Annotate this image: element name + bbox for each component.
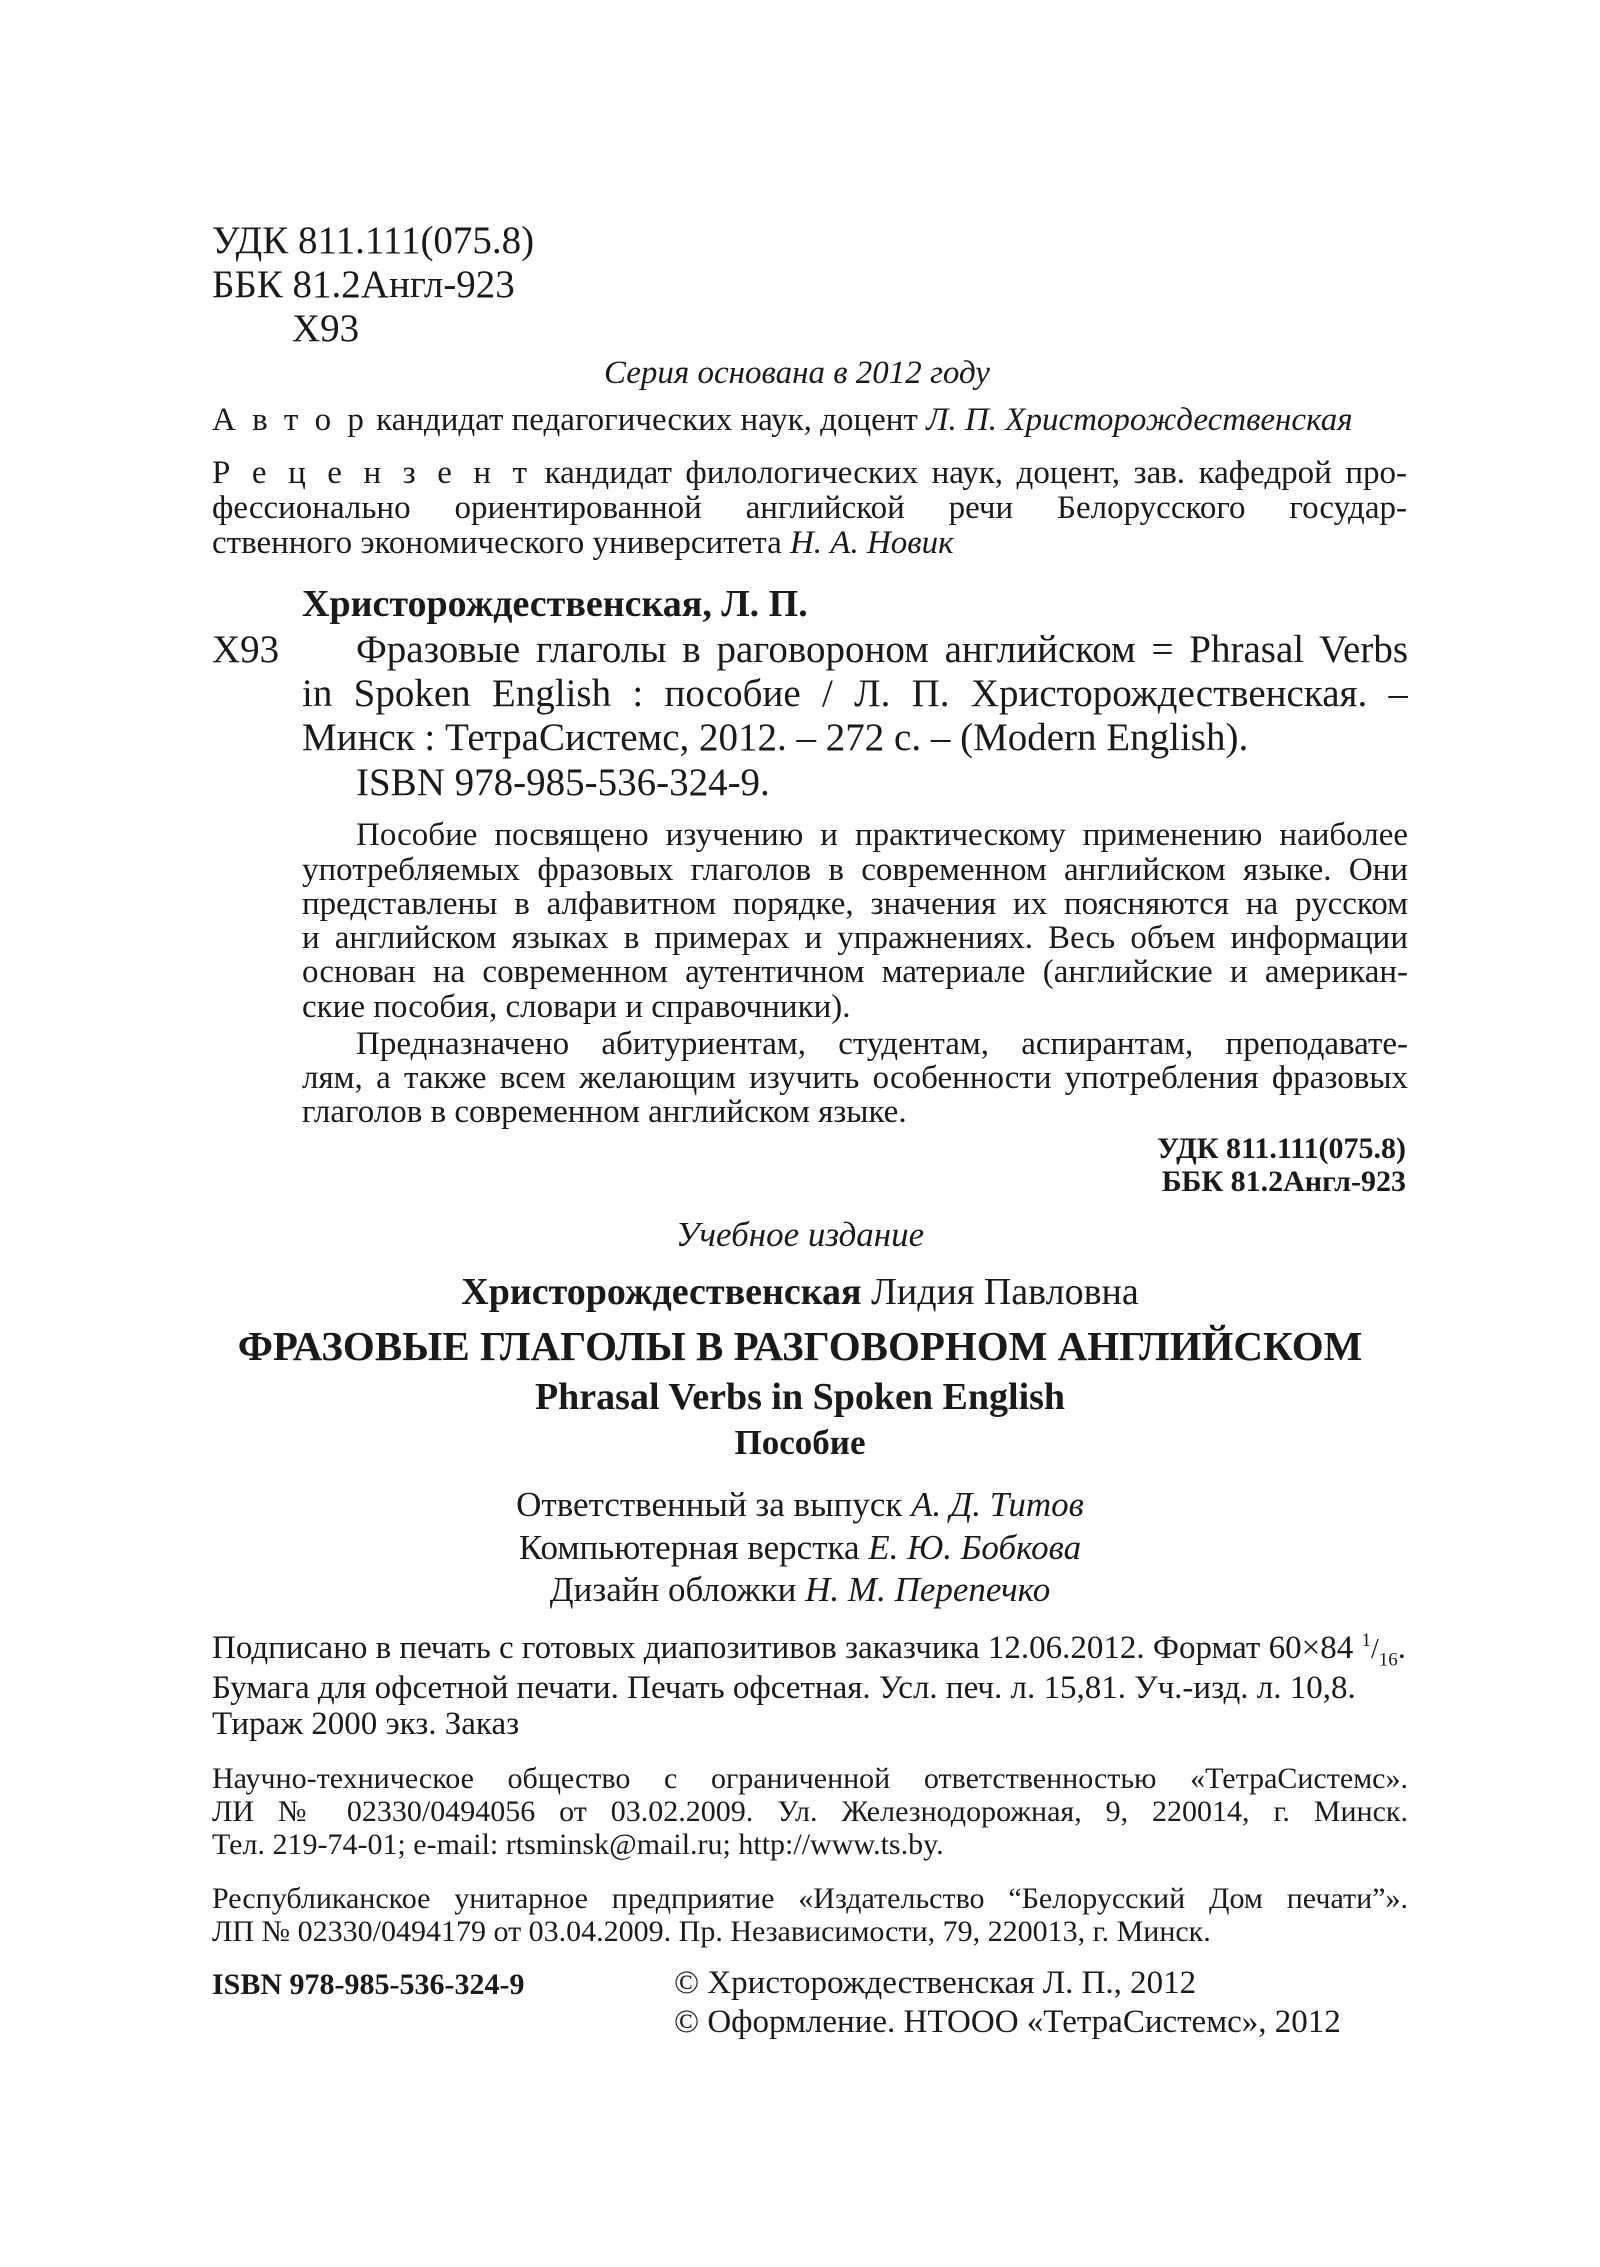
credit-line: Компьютерная верстка Е. Ю. Бобкова [518,1528,1082,1567]
udk-code-right: УДК 811.111(075.8) [1157,1132,1406,1165]
catalog-heading: Христорождественская, Л. П. [302,583,808,625]
author-surname: Христорождественская [461,1271,862,1313]
catalog-isbn: ISBN 978-985-536-324-9. [356,761,770,804]
author-full-name [0,1270,1600,1314]
reviewer-line-3: ственного экономического университета Н. А. Новик [212,525,954,561]
annotation-line: лям, а также всем желающим изучить особенности употребления фразовых [302,1060,1408,1096]
catalog-line-2: in Spoken English : пособие / Л. П. Христорождественская. – [302,672,1408,715]
publisher-line-1: Научно-техническое общество с ограниченной ответственностью «ТетраСистемс». [212,1762,1408,1795]
annotation-line: употребляемых фразовых глаголов в современном английском языке. Они [302,852,1408,888]
author-line [212,402,1353,439]
title-english: Phrasal Verbs in Spoken English [534,1376,1066,1418]
annotation-line: ские пособия, словари и справочники). [302,989,851,1025]
footer-isbn: ISBN 978-985-536-324-9 [212,1968,525,2001]
print-line-2: Бумага для офсетной печати. Печать офсетная. Усл. печ. л. 15,81. Уч.-изд. л. 10,8. [212,1670,1356,1706]
series-note: Серия основана в 2012 году [604,355,990,391]
author-desc: кандидат педагогических наук, доцент [376,402,918,438]
printer-line-2: ЛП № 02330/0494179 от 03.04.2009. Пр. Независимости, 79, 220013, г. Минск. [212,1915,1211,1948]
annotation-line: представлены в алфавитном порядке, значения их поясняются на русском [302,886,1408,922]
reviewer-line-2: фессионально ориентированной английской речи Белорусского государ- [212,490,1407,526]
publisher-line-3: Тел. 219-74-01; e-mail: rtsminsk@mail.ru; http://www.ts.by. [212,1828,944,1861]
reviewer-line-1: Р е ц е н з е н т кандидат филологических наук, доцент, зав. кафедрой про- [212,455,1407,491]
format-fraction-numerator: 1 [1361,1630,1371,1651]
bbk-code: ББК 81.2Англ-923 [212,263,515,306]
annotation-line: глаголов в современном английском языке. [302,1094,907,1130]
annotation-line: Предназначено абитуриентам, студентам, аспирантам, преподавате- [356,1026,1408,1062]
credit-line: Дизайн обложки Н. М. Перепечко [549,1570,1051,1609]
author-mark: Х93 [292,307,360,350]
author-given-names: Лидия Павловна [871,1271,1139,1313]
copyright-design: © Оформление. НТООО «ТетраСистемс», 2012 [674,2004,1341,2040]
author-name: Л. П. Христорождественская [926,402,1353,438]
annotation-line: основан на современном аутентичном материале (английские и американ- [302,954,1408,990]
catalog-line-3: Минск : ТетраСистемс, 2012. – 272 с. – (Modern English). [302,716,1249,759]
copyright-author: © Христорождественская Л. П., 2012 [674,1965,1197,2001]
reviewer-label: Р е ц е н з е н т [212,455,532,491]
edition-type: Учебное издание [675,1215,925,1254]
catalog-line-1: Фразовые глаголы в раговороном английском = Phrasal Verbs [356,628,1408,671]
bbk-code-right: ББК 81.2Англ-923 [1161,1165,1406,1198]
udk-code: УДК 811.111(075.8) [212,219,535,262]
credit-line: Ответственный за выпуск А. Д. Титов [516,1485,1084,1524]
title-russian: ФРАЗОВЫЕ ГЛАГОЛЫ В РАЗГОВОРНОМ АНГЛИЙСКОМ [237,1323,1363,1369]
author-label: А в т о р [212,402,368,438]
annotation-line: Пособие посвящено изучению и практическому применению наиболее [356,817,1408,853]
print-line-1: Подписано в печать с готовых диапозитивов заказчика 12.06.2012. Формат 60×84 $^1/_{16}$. [212,1630,1406,1671]
book-type: Пособие [734,1423,866,1462]
annotation-line: и английском языках в примерах и упражнениях. Весь объем информации [302,920,1408,956]
reviewer-name: Н. А. Новик [789,525,954,561]
publisher-line-2: ЛИ № 02330/0494056 от 03.02.2009. Ул. Железнодорожная, 9, 220014, г. Минск. [212,1795,1408,1828]
catalog-code: Х93 [212,628,280,671]
printer-line-1: Республиканское унитарное предприятие «Издательство “Белорусский Дом печати”». [212,1882,1408,1915]
format-fraction-denominator: 16 [1378,1649,1398,1671]
print-line-3: Тираж 2000 экз. Заказ [212,1706,520,1742]
